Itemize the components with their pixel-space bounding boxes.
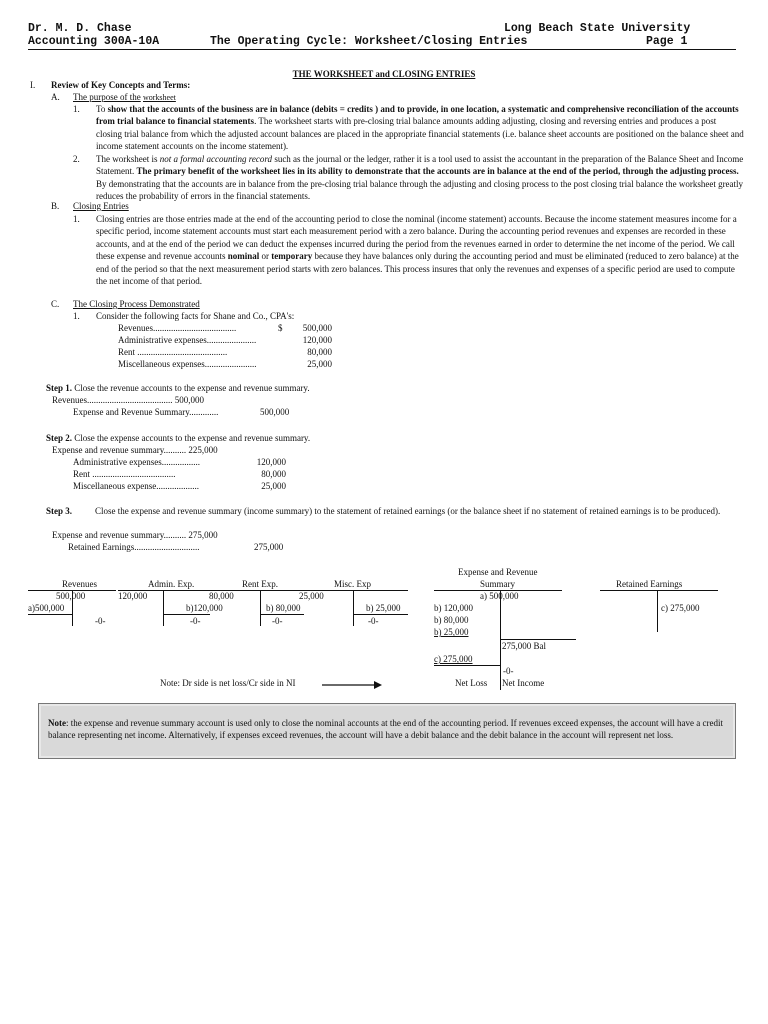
fact-amount: 25,000	[307, 359, 332, 369]
t-revenues-top: 500,000	[56, 591, 86, 601]
item-c1-text: Consider the following facts for Shane and Co., CPA's:	[96, 311, 295, 321]
subsection-b-label: B.	[51, 201, 60, 211]
step2-credit-amount: 80,000	[261, 469, 286, 479]
t-summary-vline	[500, 590, 501, 690]
t-summary-title: Expense and Revenue	[458, 567, 538, 577]
t-retained-title: Retained Earnings	[616, 579, 683, 589]
step2-heading: Step 2. Close the expense accounts to the expense and revenue summary.	[46, 433, 311, 443]
t-summary-debit: b) 120,000	[434, 603, 473, 613]
step3-label: Step 3.	[46, 506, 73, 516]
header-rule	[28, 49, 736, 50]
page-title: THE WORKSHEET and CLOSING ENTRIES	[292, 69, 476, 79]
t-revenues-underline	[28, 614, 72, 615]
t-misc-credit: b) 25,000	[366, 603, 401, 613]
t-summary-balance: 275,000 Bal	[502, 641, 546, 651]
t-admin-top: 120,000	[118, 591, 148, 601]
section-number: I.	[30, 80, 36, 90]
t-retained-vline	[657, 590, 658, 632]
t-revenues-debit: a)500,000	[28, 603, 65, 613]
note-box	[38, 703, 736, 759]
t-summary-debit: b) 25,000	[434, 627, 469, 637]
t-summary-debit: b) 80,000	[434, 615, 469, 625]
t-summary-net-income: Net Income	[502, 678, 545, 688]
fact-amount: 500,000	[302, 323, 332, 333]
t-summary-credit: a) 500,000	[480, 591, 519, 601]
t-summary-close: c) 275,000	[434, 654, 473, 664]
arrow-right-icon	[320, 679, 384, 691]
item-c1-number: 1.	[73, 311, 80, 321]
step3-credit-amount: 275,000	[254, 542, 284, 552]
t-misc-underline	[353, 614, 408, 615]
t-retained-credit: c) 275,000	[661, 603, 700, 613]
t-admin-vline	[163, 590, 164, 626]
step2-credit-amount: 25,000	[261, 481, 286, 491]
fact-label: Rent ........................................	[118, 347, 228, 357]
t-admin-underline	[163, 614, 210, 615]
t-misc-title: Misc. Exp	[334, 579, 371, 589]
step1-credit-label: Expense and Revenue Summary.............	[73, 407, 219, 417]
fact-currency: $	[278, 323, 283, 333]
step3-debit-line: Expense and revenue summary.......... 275,000	[52, 530, 218, 540]
t-rent-title: Rent Exp.	[242, 579, 278, 589]
t-summary-net-loss: Net Loss	[455, 678, 488, 688]
t-rent-vline	[260, 590, 261, 626]
t-admin-balance: -0-	[190, 616, 201, 626]
t-retained-hline	[600, 590, 718, 591]
t-admin-credit: b)120,000	[186, 603, 223, 613]
item-a2-text: The worksheet is not a formal accounting record such as the journal or the ledger, rather it is a tool used to assist the accountant in the preparation of the Balance Sheet and Income Statement. The primary benefit of the worksheet lies in its ability to demonstrate that the accounts are in balance at the end of the period, through the adjusting process. By demonstrating that the accounts are in balance from the pre-closing trial balance through the adjusting and closing process to the post closing trial balance the worksheet greatly reduces the probability of errors in the financial statements.	[96, 154, 744, 202]
item-a1-text: To show that the accounts of the business are in balance (debits = credits ) and to provide, in one location, a systematic and comprehensive reconciliation of the accounts from trial balance to financial statements. The worksheet starts with pre-closing trial balance amounts adding adjusting, closing and reversing entries and produces a post closing trial balance from which the adjusted account balances are placed in the appropriate financial statements (i.e. balance sheet accounts are positioned on the balance sheet and income statement accounts on the income statement).	[96, 104, 744, 152]
item-a1-number: 1.	[73, 104, 80, 114]
course-code: Accounting 300A-10A	[28, 35, 160, 48]
t-misc-top: 25,000	[299, 591, 324, 601]
t-rent-credit: b) 80,000	[266, 603, 301, 613]
note-text: Note: the expense and revenue summary account is used only to close the nominal accounts at the end of the accounting period. If revenues exceed expenses, the account will have a credit balance representing net income. Alternatively, if expenses exceed revenues, the account will have a debit balance and the debit balance in the account will represent net loss.	[48, 718, 724, 741]
step1-heading: Step 1. Close the revenue accounts to the expense and revenue summary.	[46, 383, 310, 393]
step2-debit-line: Expense and revenue summary.......... 225,000	[52, 445, 218, 455]
fact-amount: 80,000	[307, 347, 332, 357]
subsection-c-title: The Closing Process Demonstrated	[73, 299, 200, 309]
t-rent-balance: -0-	[272, 616, 283, 626]
t-revenues-title: Revenues	[62, 579, 97, 589]
t-misc-balance: -0-	[368, 616, 379, 626]
step1-credit-amount: 500,000	[260, 407, 290, 417]
school-name: Long Beach State University	[504, 22, 691, 35]
fact-label: Miscellaneous expenses.......................	[118, 359, 257, 369]
subsection-c-label: C.	[51, 299, 60, 309]
step2-credit-label: Administrative expenses.................	[73, 457, 200, 467]
step1-debit-line: Revenues...................................... 500,000	[52, 395, 204, 405]
arrow-note: Note: Dr side is net loss/Cr side in NI	[160, 678, 296, 688]
step2-credit-amount: 120,000	[256, 457, 286, 467]
item-a2-number: 2.	[73, 154, 80, 164]
t-revenues-balance: -0-	[95, 616, 106, 626]
t-summary-title2: Summary	[480, 579, 515, 589]
item-b1-number: 1.	[73, 214, 80, 224]
section-title: Review of Key Concepts and Terms:	[51, 80, 191, 90]
step3-text: Close the expense and revenue summary (income summary) to the statement of retained earnings (or the balance sheet if no statement of retained earnings is to be produced).	[95, 506, 721, 516]
t-misc-vline	[353, 590, 354, 626]
doc-topic: The Operating Cycle: Worksheet/Closing Entries	[210, 35, 528, 48]
fact-label: Administrative expenses......................	[118, 335, 257, 345]
subsection-a-label: A.	[51, 92, 60, 102]
t-admin-title: Admin. Exp.	[148, 579, 195, 589]
page-number: Page 1	[646, 35, 688, 48]
fact-amount: 120,000	[302, 335, 332, 345]
step3-credit-label: Retained Earnings.............................	[68, 542, 200, 552]
subsection-b-title: Closing Entries	[73, 201, 129, 211]
t-summary-zero: -0-	[503, 666, 514, 676]
fact-label: Revenues.....................................	[118, 323, 237, 333]
step2-credit-label: Miscellaneous expense...................	[73, 481, 199, 491]
step2-credit-label: Rent .....................................	[73, 469, 176, 479]
t-summary-close-line	[434, 665, 500, 666]
author-name: Dr. M. D. Chase	[28, 22, 132, 35]
subsection-a-title: The purpose of the worksheet	[73, 92, 176, 102]
t-rent-top: 80,000	[209, 591, 234, 601]
item-b1-text: Closing entries are those entries made at the end of the accounting period to close the nominal (income statement) accounts. Because the income statement measures income for a specific period, income statement accounts must start each measurement period with a zero balance. During the accounting period revenues and expenses are recorded in these accounts, and at the end of the period we can deduct the expenses incurred during the period from the revenues earned in order to determine the net income of the period. We call these expense and revenue accounts nominal or temporary because they have balances only during the accounting period and must be eliminated (reduced to zero balance) at the end of the period so that the next measurement period starts with zero balances. This process insures that only the revenues and expenses of a specific period are used to compute the net income of that period.	[96, 214, 739, 287]
